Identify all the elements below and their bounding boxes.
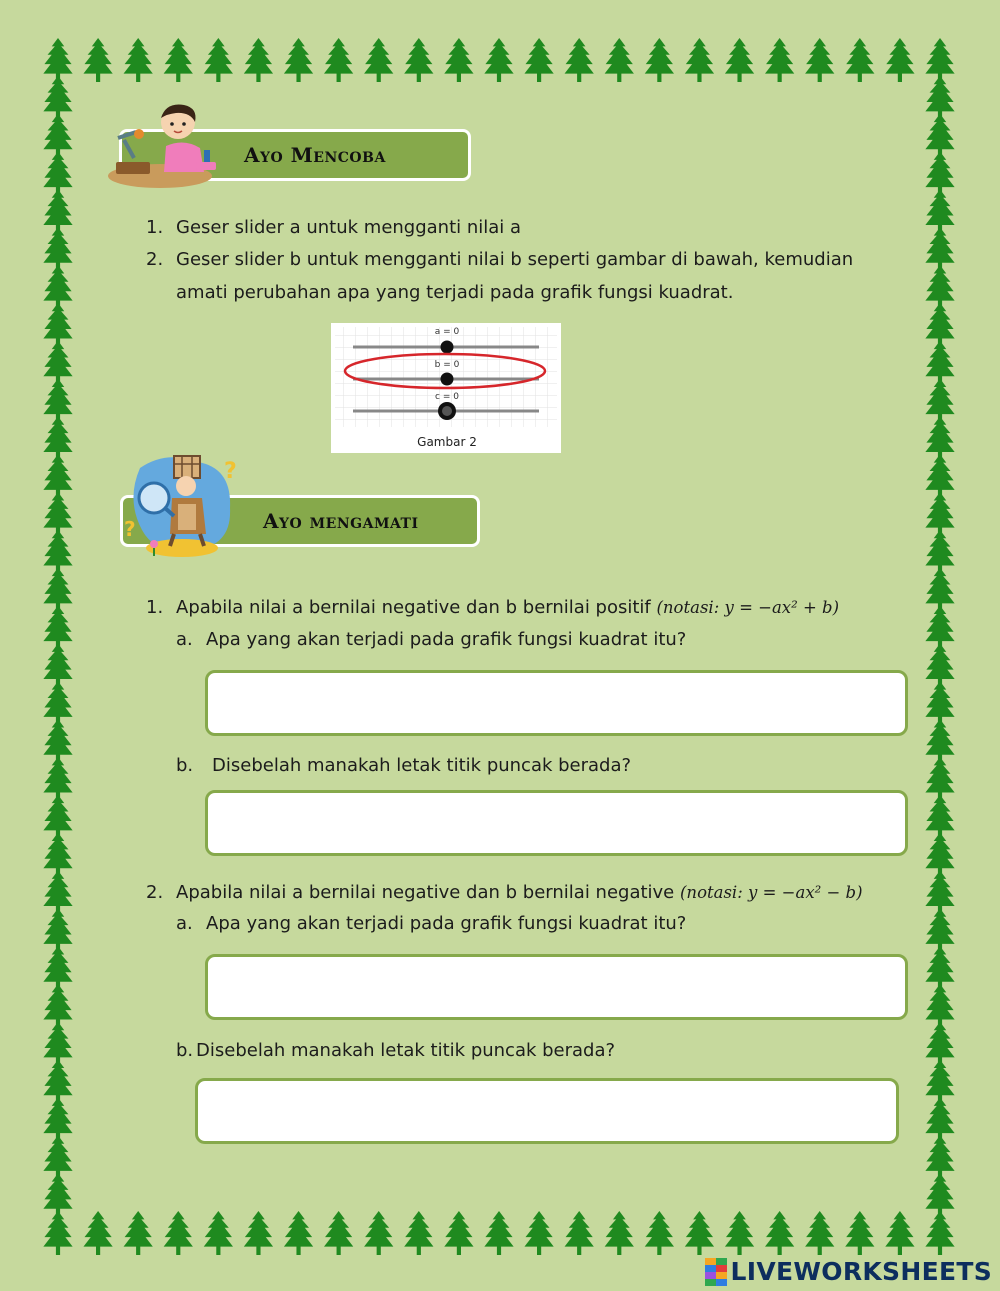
tree-icon: [725, 38, 754, 82]
tree-icon: [925, 1022, 954, 1066]
slider-b-label: b = 0: [434, 360, 460, 370]
tree-icon: [925, 454, 954, 498]
tree-icon: [244, 1211, 273, 1255]
answer-box-q1a[interactable]: [205, 670, 908, 736]
tree-icon: [43, 1135, 72, 1179]
tree-icon: [925, 227, 954, 271]
tree-icon: [43, 227, 72, 271]
sub-question-text: Disebelah manakah letak titik puncak berada?: [212, 755, 632, 776]
tree-icon: [43, 114, 72, 158]
tree-icon: [43, 984, 72, 1028]
tree-icon: [885, 1211, 914, 1255]
tree-icon: [83, 38, 112, 82]
tree-icon: [765, 38, 794, 82]
tree-icon: [43, 795, 72, 839]
tree-icon: [925, 681, 954, 725]
tree-icon: [524, 38, 553, 82]
tree-icon: [925, 1211, 954, 1255]
tree-icon: [925, 1098, 954, 1142]
step-text: Geser slider a untuk mengganti nilai a: [176, 217, 522, 238]
tree-icon: [404, 1211, 433, 1255]
tree-icon: [925, 643, 954, 687]
brand-name: LIVEWORKSHEETS: [730, 1257, 992, 1286]
section-title: Ayo Mencoba: [244, 143, 386, 167]
question-text: [176, 882, 863, 904]
tree-icon: [244, 38, 273, 82]
tree-icon: [43, 38, 72, 82]
tree-icon: [925, 416, 954, 460]
question-text: [176, 597, 839, 619]
tree-icon: [204, 38, 233, 82]
section-title: Ayo mengamati: [263, 509, 419, 533]
tree-icon: [43, 870, 72, 914]
tree-icon: [83, 1211, 112, 1255]
tree-icon: [364, 1211, 393, 1255]
tree-icon: [845, 38, 874, 82]
tree-icon: [925, 189, 954, 233]
tree-icon: [565, 1211, 594, 1255]
tree-icon: [43, 1211, 72, 1255]
tree-icon: [43, 1173, 72, 1217]
tree-icon: [524, 1211, 553, 1255]
tree-icon: [43, 1022, 72, 1066]
tree-icon: [43, 454, 72, 498]
tree-icon: [43, 946, 72, 990]
question-text-main: Apabila nilai a bernilai negative dan b bernilai positif: [176, 597, 651, 618]
tree-icon: [164, 1211, 193, 1255]
tree-icon: [43, 833, 72, 877]
question-formula: (notasi: y = −ax² + b): [656, 598, 840, 617]
tree-icon: [324, 1211, 353, 1255]
sub-question-label: b.: [176, 755, 194, 776]
tree-icon: [43, 1060, 72, 1104]
tree-icon: [43, 530, 72, 574]
slider-graphic: [331, 323, 561, 453]
tree-icon: [725, 1211, 754, 1255]
tree-icon: [925, 719, 954, 763]
tree-icon: [43, 492, 72, 536]
answer-box-q1b[interactable]: [205, 790, 908, 856]
step-text-continued: amati perubahan apa yang terjadi pada grafik fungsi kuadrat.: [176, 282, 734, 303]
tree-icon: [845, 1211, 874, 1255]
live-badge-icon: [705, 1258, 727, 1286]
tree-icon: [925, 795, 954, 839]
detective-illustration: [120, 450, 244, 562]
tree-icon: [124, 38, 153, 82]
tree-icon: [605, 1211, 634, 1255]
sub-question-label: b.: [176, 1040, 194, 1061]
tree-icon: [364, 38, 393, 82]
tree-icon: [43, 719, 72, 763]
tree-icon: [43, 303, 72, 347]
tree-icon: [925, 303, 954, 347]
tree-icon: [404, 38, 433, 82]
tree-icon: [925, 568, 954, 612]
tree-icon: [43, 606, 72, 650]
sub-question-text: Disebelah manakah letak titik puncak berada?: [196, 1040, 616, 1061]
tree-icon: [43, 189, 72, 233]
sub-question-label: a.: [176, 913, 193, 934]
slider-a-handle[interactable]: [441, 341, 454, 354]
tree-icon: [43, 152, 72, 196]
tree-icon: [925, 870, 954, 914]
tree-icon: [204, 1211, 233, 1255]
slider-a-label: a = 0: [434, 327, 460, 337]
sub-question-text: Apa yang akan terjadi pada grafik fungsi kuadrat itu?: [206, 629, 687, 650]
tree-icon: [605, 38, 634, 82]
tree-icon: [43, 1098, 72, 1142]
tree-icon: [324, 38, 353, 82]
tree-icon: [43, 265, 72, 309]
sub-question-label: a.: [176, 629, 193, 650]
answer-box-q2b[interactable]: [195, 1078, 899, 1144]
tree-icon: [925, 1173, 954, 1217]
tree-icon: [43, 757, 72, 801]
child-studying-illustration: [104, 100, 224, 192]
tree-icon: [444, 38, 473, 82]
slider-figure: [331, 323, 561, 453]
tree-icon: [925, 946, 954, 990]
tree-icon: [925, 984, 954, 1028]
step-number: 2.: [146, 249, 164, 270]
tree-icon: [925, 757, 954, 801]
question-formula: (notasi: y = −ax² − b): [680, 883, 863, 902]
tree-icon: [565, 38, 594, 82]
tree-icon: [284, 1211, 313, 1255]
tree-icon: [284, 38, 313, 82]
liveworksheets-logo: [705, 1257, 992, 1286]
tree-icon: [43, 568, 72, 612]
tree-icon: [645, 38, 674, 82]
tree-icon: [925, 341, 954, 385]
tree-icon: [925, 152, 954, 196]
question-text-main: Apabila nilai a bernilai negative dan b bernilai negative: [176, 882, 675, 903]
tree-icon: [124, 1211, 153, 1255]
svg-text:?: ?: [224, 459, 237, 484]
tree-icon: [765, 1211, 794, 1255]
tree-icon: [925, 265, 954, 309]
answer-box-q2a[interactable]: [205, 954, 908, 1020]
tree-icon: [885, 38, 914, 82]
figure-caption: Gambar 2: [417, 435, 477, 449]
tree-icon: [925, 38, 954, 82]
slider-c-label: c = 0: [435, 392, 459, 402]
question-number: 1.: [146, 597, 164, 618]
tree-icon: [43, 379, 72, 423]
tree-icon: [925, 908, 954, 952]
tree-icon: [925, 76, 954, 120]
tree-icon: [484, 1211, 513, 1255]
tree-icon: [925, 606, 954, 650]
tree-icon: [43, 908, 72, 952]
step-number: 1.: [146, 217, 164, 238]
tree-icon: [925, 1135, 954, 1179]
svg-text:?: ?: [124, 517, 136, 541]
tree-icon: [925, 833, 954, 877]
tree-icon: [43, 341, 72, 385]
tree-icon: [645, 1211, 674, 1255]
tree-icon: [444, 1211, 473, 1255]
tree-icon: [925, 530, 954, 574]
tree-icon: [925, 114, 954, 158]
tree-icon: [925, 492, 954, 536]
tree-icon: [43, 643, 72, 687]
tree-icon: [925, 1060, 954, 1104]
tree-icon: [164, 38, 193, 82]
question-number: 2.: [146, 882, 164, 903]
step-text: Geser slider b untuk mengganti nilai b seperti gambar di bawah, kemudian: [176, 249, 854, 270]
slider-b-handle[interactable]: [441, 373, 454, 386]
tree-icon: [43, 416, 72, 460]
tree-icon: [925, 379, 954, 423]
tree-icon: [805, 1211, 834, 1255]
tree-icon: [43, 76, 72, 120]
tree-icon: [805, 38, 834, 82]
tree-icon: [685, 1211, 714, 1255]
tree-icon: [685, 38, 714, 82]
sub-question-text: Apa yang akan terjadi pada grafik fungsi kuadrat itu?: [206, 913, 687, 934]
tree-icon: [484, 38, 513, 82]
tree-icon: [43, 681, 72, 725]
